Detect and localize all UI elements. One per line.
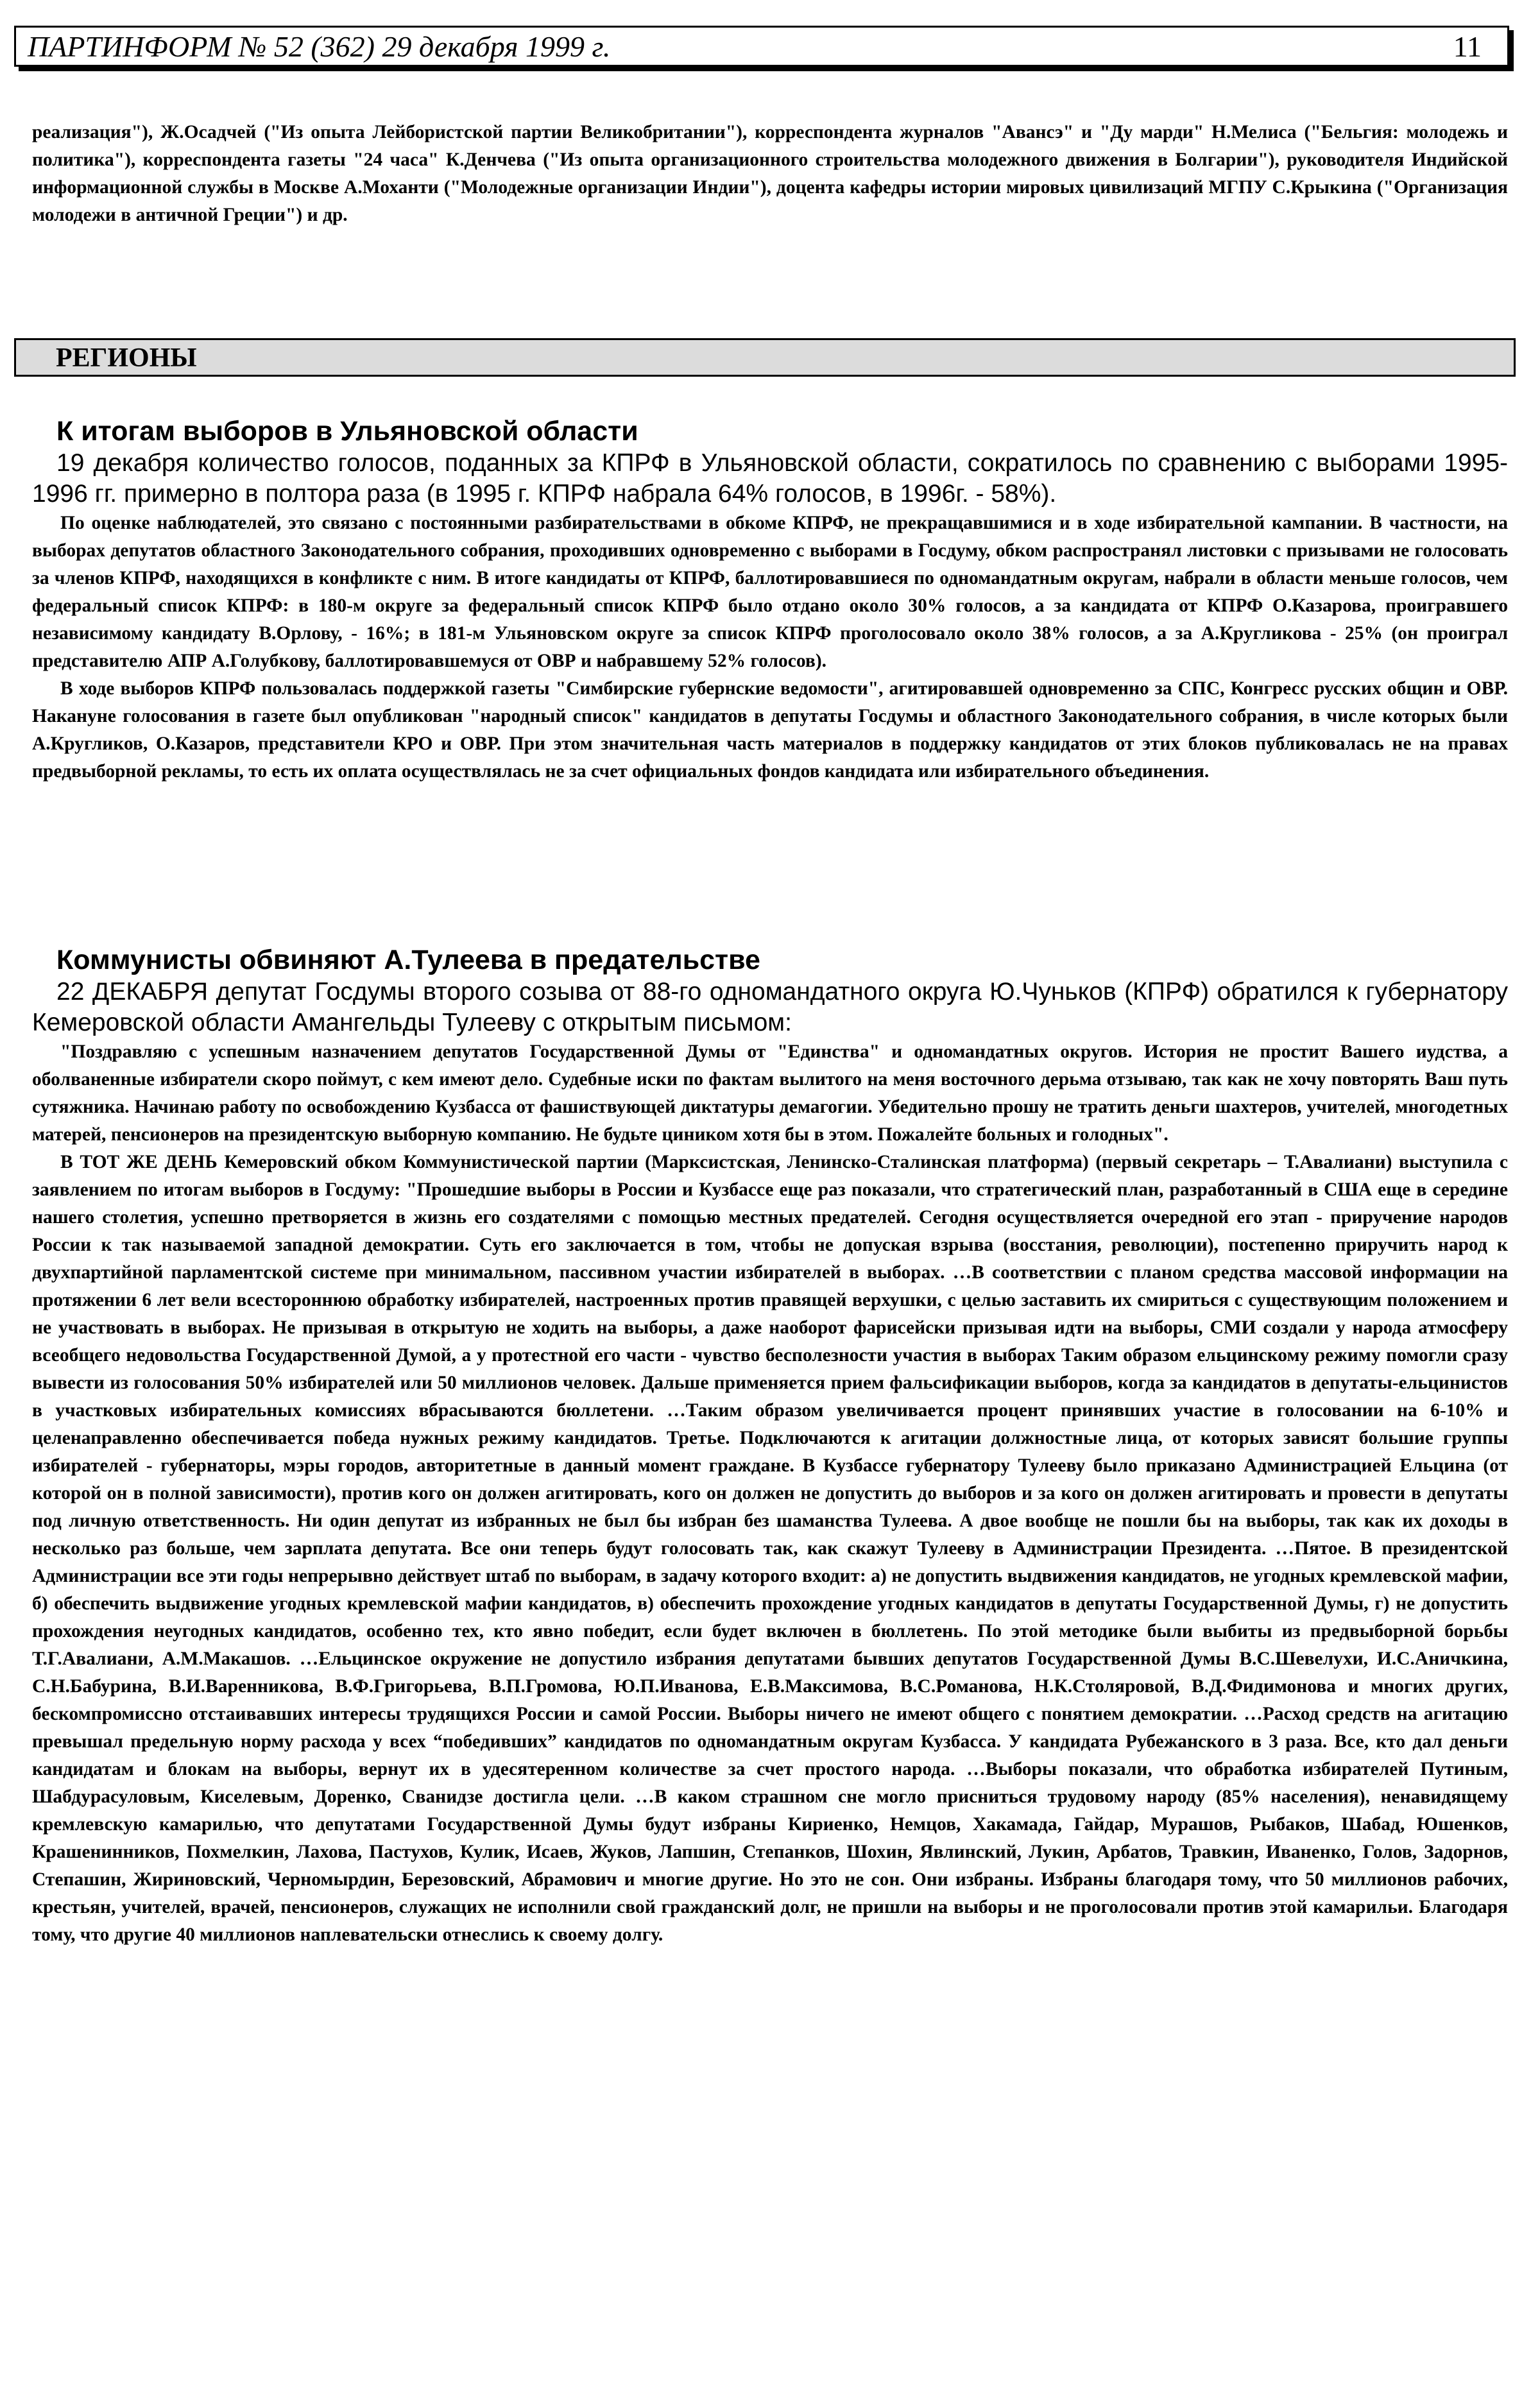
article-title: К итогам выборов в Ульяновской области <box>56 416 638 447</box>
page-header <box>14 26 1509 67</box>
section-heading: РЕГИОНЫ <box>14 338 1516 377</box>
article-ulyanovsk <box>32 415 1508 785</box>
article-paragraph: В ТОТ ЖЕ ДЕНЬ Кемеровский обком Коммунистической партии (Марксистская, Ленинско-Сталинская платформа) (первый секретарь – Т.Авалиани) выступила с заявлением по итогам выборов в Госдуму: "Прошедшие выборы в России и Кузбассе еще раз показали, что стратегический план, разработанный в США еще в середине нашего столетия, успешно претворяется в жизнь его создателями с помощью местных предателей. Сегодня осуществляется очередной его этап - приручение народов России к так называемой западной демократии. Суть его заключается в том, чтобы не допуская взрыва (восстания, революции), постепенно приручить народ к двухпартийной парламентской системе при минимальном, пассивном участии избирателей в выборах. …В соответствии с планом средства массовой информации на протяжении 6 лет вели всестороннюю обработку избирателей, настроенных против правящей верхушки, с целью заставить их смириться с существующим положением и не участвовать в выборах. Не призывая в открытую не ходить на выборы, а даже наоборот фарисейски призывая идти на выборы, СМИ создали у народа атмосферу всеобщего недовольства Государственной Думой, а у протестной его части - чувство бесполезности участия в выборах Таким образом ельцинскому режиму помогли сразу вывести из голосования 50% избирателей или 50 миллионов человек. Дальше применяется прием фальсификации выборов, когда за кандидатов в депутаты-ельцинистов в участковых избирательных комиссиях вбрасываются бюллетени. …Таким образом увеличивается процент принявших участие в голосовании на 6-10% и целенаправленно обеспечивается победа нужных режиму кандидатов. Третье. Подключаются к агитации должностные лица, от которых зависят большие группы избирателей - губернаторы, мэры городов, авторитетные в данный момент граждане. В Кузбассе губернатору Тулееву было приказано Администрацией Ельцина (от которой он в полной зависимости), против кого он должен агитировать, кого он должен не допустить до выборов и за кого он должен агитировать и провести в депутаты под личную ответственность. Ни один депутат из избранных не был бы избран без шаманства Тулеева. А двое вообще не пошли бы на выборы, так как их доходы в несколько раз больше, чем зарплата депутата. Все они теперь будут голосовать так, как скажут Тулееву в Администрации Президента. …Пятое. В президентской Администрации все эти годы непрерывно действует штаб по выборам, в задачу которого входит: а) не допустить выдвижения кандидатов, не угодных кремлевской мафии, б) обеспечить выдвижение угодных кремлевской мафии кандидатов, в) обеспечить прохождение угодных кандидатов в депутаты Государственной Думы, г) не допустить прохождения неугодных кандидатов, особенно тех, кто явно победит, если будет включен в бюллетень. По этой методике были выбиты из предвыборной борьбы Т.Г.Авалиани, А.М.Макашов. …Ельцинское окружение не допустило избрания депутатами бывших депутатов Государственной Думы В.С.Шевелухи, И.С.Аничкина, С.Н.Бабурина, В.И.Варенникова, В.Ф.Григорьева, В.П.Громова, Ю.П.Иванова, Е.В.Максимова, В.С.Романова, Н.К.Столяровой, В.Д.Фидимонова и многих других, бескомпромиссно отстаивавших интересы трудящихся России и самой России. Выборы ничего не имеют общего с понятием демократии. …Расход средств на агитацию превышал предельную норму расхода у всех “победивших” кандидатов по одномандатным округам Кузбасса. У кандидата Рубежанского в 3 раза. Все, кто дал деньги кандидатам и блокам на выборы, вернут их в удесятеренном количестве за счет простого народа. …Выборы показали, что обработка избирателей Путиным, Шабдурасуловым, Киселевым, Доренко, Сванидзе достигла цели. …В каком страшном сне могло присниться трудовому народу (85% населения), ненавидящему кремлевскую камарилью, что депутатами Государственной Думы будут избраны Кириенко, Немцов, Хакамада, Гайдар, Мурашов, Рыбаков, Шабад, Юшенков, Крашенинников, Похмелкин, Лахова, Пастухов, Кулик, Исаев, Жуков, Лапшин, Степанков, Шохин, Явлинский, Лукин, Арбатов, Травкин, Иваненко, Голов, Задорнов, Степашин, Жириновский, Черномырдин, Березовский, Абрамович и многие другие. Но это не сон. Они избраны. Избраны благодаря тому, что 50 миллионов рабочих, крестьян, учителей, врачей, пенсионеров, служащих не исполнили свой гражданский долг, не пришли на выборы и не проголосовали против этой камарильи. Благодаря тому, что другие 40 миллионов наплевательски отнеслись к своему долгу. <box>32 1152 1508 1945</box>
article-lead: 19 декабря количество голосов, поданных за КПРФ в Ульяновской области, сократилось по сравнению с выборами 1995-1996 гг. примерно в полтора раза (в 1995 г. КПРФ набрала 64% голосов, в 1996г. - 58%). <box>32 449 1508 508</box>
intro-paragraph: реализация"), Ж.Осадчей ("Из опыта Лейбористской партии Великобритании"), корреспондента журналов "Авансэ" и "Ду марди" Н.Мелиса ("Бельгия: молодежь и политика"), корреспондента газеты "24 часа" К.Денчева ("Из опыта организационного строительства молодежного движения в Болгарии"), руководителя Индийской информационной службы в Москве А.Моханти ("Молодежные организации Индии"), доцента кафедры истории мировых цивилизаций МГПУ С.Крыкина ("Организация молодежи в античной Греции") и др. <box>32 122 1508 225</box>
article-paragraph: По оценке наблюдателей, это связано с постоянными разбирательствами в обкоме КПРФ, не прекращавшимися и в ходе избирательной кампании. В частности, на выборах депутатов областного Законодательного собрания, проходивших одновременно с выборами в Госдуму, обком распространял листовки с призывами не голосовать за членов КПРФ, находящихся в конфликте с ним. В итоге кандидаты от КПРФ, баллотировавшиеся по одномандатным округам, набрали в области меньше голосов, чем федеральный список КПРФ: в 180-м округе за федеральный список КПРФ было отдано около 30% голосов, а за кандидата от КПРФ О.Казарова, проигравшего независимому кандидату В.Орлову, - 16%; в 181-м Ульяновском округе за список КПРФ проголосовало около 38% голосов, а за А.Кругликова - 25% (он проиграл представителю АПР А.Голубкову, баллотировавшемуся от ОВР и набравшему 52% голосов). <box>32 513 1508 671</box>
article-tuleev <box>32 943 1508 1949</box>
intro-continuation <box>32 119 1508 229</box>
open-letter-quote: "Поздравляю с успешным назначением депутатов Государственной Думы от "Единства" и одномандатных округов. История не простит Вашего иудства, а оболваненные избиратели скоро поймут, с кем имеют дело. Судебные иски по фактам вылитого на меня восточного дерьма отзываю, так как не хочу повторять Ваш путь сутяжника. Начинаю работу по освобождению Кузбасса от фашиствующей диктатуры демагогии. Убедительно прошу не тратить деньги шахтеров, учителей, многодетных матерей, пенсионеров на президентскую выборную компанию. Не будьте циником хотя бы в этом. Пожалейте больных и голодных". <box>32 1041 1508 1145</box>
article-lead: 22 ДЕКАБРЯ депутат Госдумы второго созыва от 88-го одномандатного округа Ю.Чуньков (КПРФ) обратился к губернатору Кемеровской области Амангельды Тулееву с открытым письмом: <box>32 978 1508 1036</box>
article-title: Коммунисты обвиняют А.Тулеева в предательстве <box>56 945 760 975</box>
page-number: 11 <box>1453 30 1482 63</box>
article-paragraph: В ходе выборов КПРФ пользовалась поддержкой газеты "Симбирские губернские ведомости", агитировавшей одновременно за СПС, Конгресс русских общин и ОВР. Накануне голосования в газете был опубликован "народный список" кандидатов в депутаты Госдумы и областного Законодательного собрания, в числе которых были А.Кругликов, О.Казаров, представители КРО и ОВР. При этом значительная часть материалов в поддержку кандидатов от этих блоков публиковалась не на правах предвыборной рекламы, то есть их оплата осуществлялась не за счет официальных фондов кандидата или избирательного объединения. <box>32 678 1508 782</box>
issue-title: ПАРТИНФОРМ № 52 (362) 29 декабря 1999 г. <box>28 30 611 63</box>
